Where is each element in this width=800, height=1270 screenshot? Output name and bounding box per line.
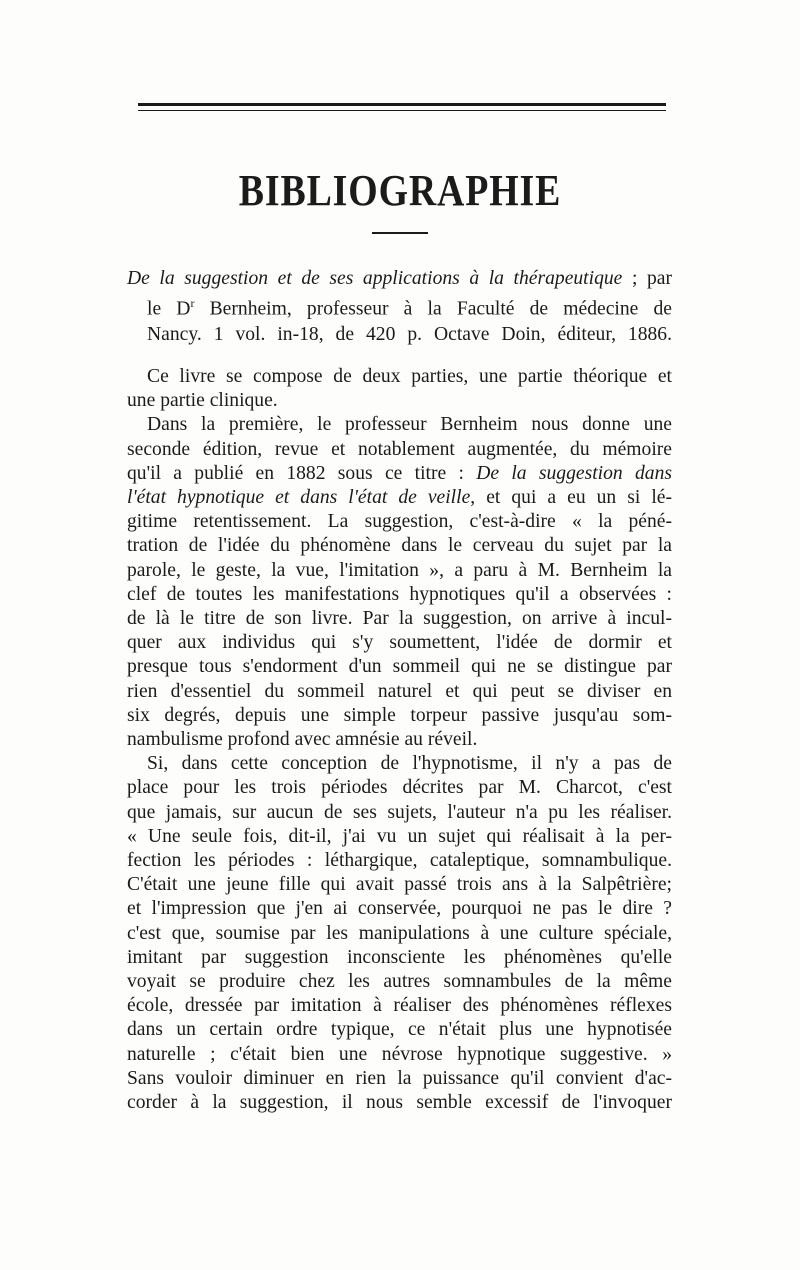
body-line — [127, 680, 672, 704]
body-line — [127, 462, 672, 486]
citation-line-2-rest: Bernheim, professeur à la Faculté de médecine de — [194, 298, 672, 320]
citation — [127, 266, 672, 347]
body-line-italic: l'état hypnotique et dans l'état de veille — [127, 487, 471, 509]
body-line — [127, 607, 672, 631]
body-line-text: naturelle ; c'était bien une névrose hypnotique suggestive. » — [127, 1043, 672, 1065]
body-line-text: fection les périodes : léthargique, cataleptique, somnambulique. — [127, 850, 672, 872]
body-line-text: tration de l'idée du phénomène dans le cerveau du sujet par la — [127, 535, 672, 557]
citation-line-2 — [127, 291, 672, 322]
citation-title: De la suggestion et de ses applications à la thérapeutique — [127, 268, 623, 289]
review-body — [127, 365, 672, 1115]
body-line-text: Si, dans cette conception de l'hypnotisme, il n'y a pas de — [147, 753, 672, 775]
body-line — [127, 559, 672, 583]
body-line — [127, 389, 672, 413]
body-line — [127, 365, 672, 389]
body-line-text: nambulisme profond avec amnésie au réveil. — [127, 729, 478, 751]
body-line — [127, 922, 672, 946]
body-line-text: place pour les trois périodes décrites par M. Charcot, c'est — [127, 777, 672, 799]
body-line-text: voyait se produire chez les autres somnambules de la même — [127, 971, 672, 993]
body-line-text: et l'impression que j'en ai conservée, pourquoi ne pas le dire ? — [127, 898, 672, 920]
citation-line-1 — [127, 266, 672, 291]
body-line — [127, 1067, 672, 1091]
body-line-text: rien d'essentiel du sommeil naturel et qui peut se diviser en — [127, 680, 672, 702]
body-line — [127, 873, 672, 897]
body-line — [127, 534, 672, 558]
body-line — [127, 510, 672, 534]
body-line — [127, 1091, 672, 1115]
body-line-text: une partie clinique. — [127, 390, 278, 412]
body-line-text: école, dressée par imitation à réaliser des phénomènes réflexes — [127, 995, 672, 1017]
body-line-text: Dans la première, le professeur Bernheim nous donne une — [147, 414, 672, 436]
citation-line-3: Nancy. 1 vol. in-18, de 420 p. Octave Doin, éditeur, 1886. — [147, 323, 672, 345]
body-line — [127, 413, 672, 437]
title-underline — [372, 232, 428, 234]
body-line-text: gitime retentissement. La suggestion, c'est-à-dire « la péné- — [127, 511, 672, 533]
body-line — [127, 655, 672, 679]
body-line-text: qu'il a publié en 1882 sous ce titre : — [127, 462, 477, 484]
body-line-italic: De la suggestion dans — [476, 462, 672, 484]
body-line — [127, 583, 672, 607]
body-line-text: parole, le geste, la vue, l'imitation », a paru à M. Bernheim la — [127, 559, 672, 581]
body-line-text: six degrés, depuis une simple torpeur passive jusqu'au som- — [127, 704, 672, 726]
body-line-text: Ce livre se compose de deux parties, une partie théorique et — [147, 366, 672, 387]
top-double-rule — [138, 103, 666, 112]
body-line-text: corder à la suggestion, il nous semble excessif de l'invoquer — [127, 1092, 672, 1114]
citation-dr-sup: r — [190, 296, 195, 310]
body-line-after: , et qui a eu un si lé- — [470, 487, 672, 509]
body-line-text: de là le titre de son livre. Par la suggestion, on arrive à incul- — [127, 608, 672, 630]
body-line-text: que jamais, sur aucun de ses sujets, l'auteur n'a pu les réaliser. — [127, 801, 672, 823]
body-line — [127, 994, 672, 1018]
body-line — [127, 801, 672, 825]
body-line — [127, 752, 672, 776]
body-line — [127, 849, 672, 873]
top-rule-thick — [138, 103, 666, 106]
citation-by: ; par — [631, 268, 672, 289]
body-line — [127, 897, 672, 921]
body-line — [127, 438, 672, 462]
body-line — [127, 970, 672, 994]
body-line-text: seconde édition, revue et notablement augmentée, du mémoire — [127, 438, 672, 460]
body-line — [127, 728, 672, 752]
body-line-text: c'est que, soumise par les manipulations à une culture spéciale, — [127, 922, 672, 944]
body-line-text: « Une seule fois, dit-il, j'ai vu un sujet qui réalisait à la per- — [127, 825, 672, 847]
body-line — [127, 776, 672, 800]
body-line-text: dans un certain ordre typique, ce n'était plus une hypnotisée — [127, 1019, 672, 1041]
body-line-text: Sans vouloir diminuer en rien la puissance qu'il convient d'ac- — [127, 1067, 672, 1089]
body-line-text: clef de toutes les manifestations hypnotiques qu'il a observées : — [127, 583, 672, 605]
body-line — [127, 1018, 672, 1042]
body-line — [127, 631, 672, 655]
body-line-text: presque tous s'endorment d'un sommeil qui ne se distingue par — [127, 656, 672, 678]
section-title: BIBLIOGRAPHIE — [238, 166, 562, 215]
body-line — [127, 704, 672, 728]
citation-dr: le D — [147, 298, 191, 320]
body-line — [127, 1043, 672, 1067]
body-line — [127, 825, 672, 849]
body-line — [127, 486, 672, 510]
body-line-text: quer aux individus qui s'y soumettent, l'idée de dormir et — [127, 632, 672, 654]
top-rule-thin — [138, 110, 666, 111]
body-line-text: imitant par suggestion inconsciente les phénomènes qu'elle — [127, 946, 672, 968]
body-line — [127, 946, 672, 970]
body-line-text: C'était une jeune fille qui avait passé trois ans à la Salpêtrière; — [127, 874, 672, 896]
